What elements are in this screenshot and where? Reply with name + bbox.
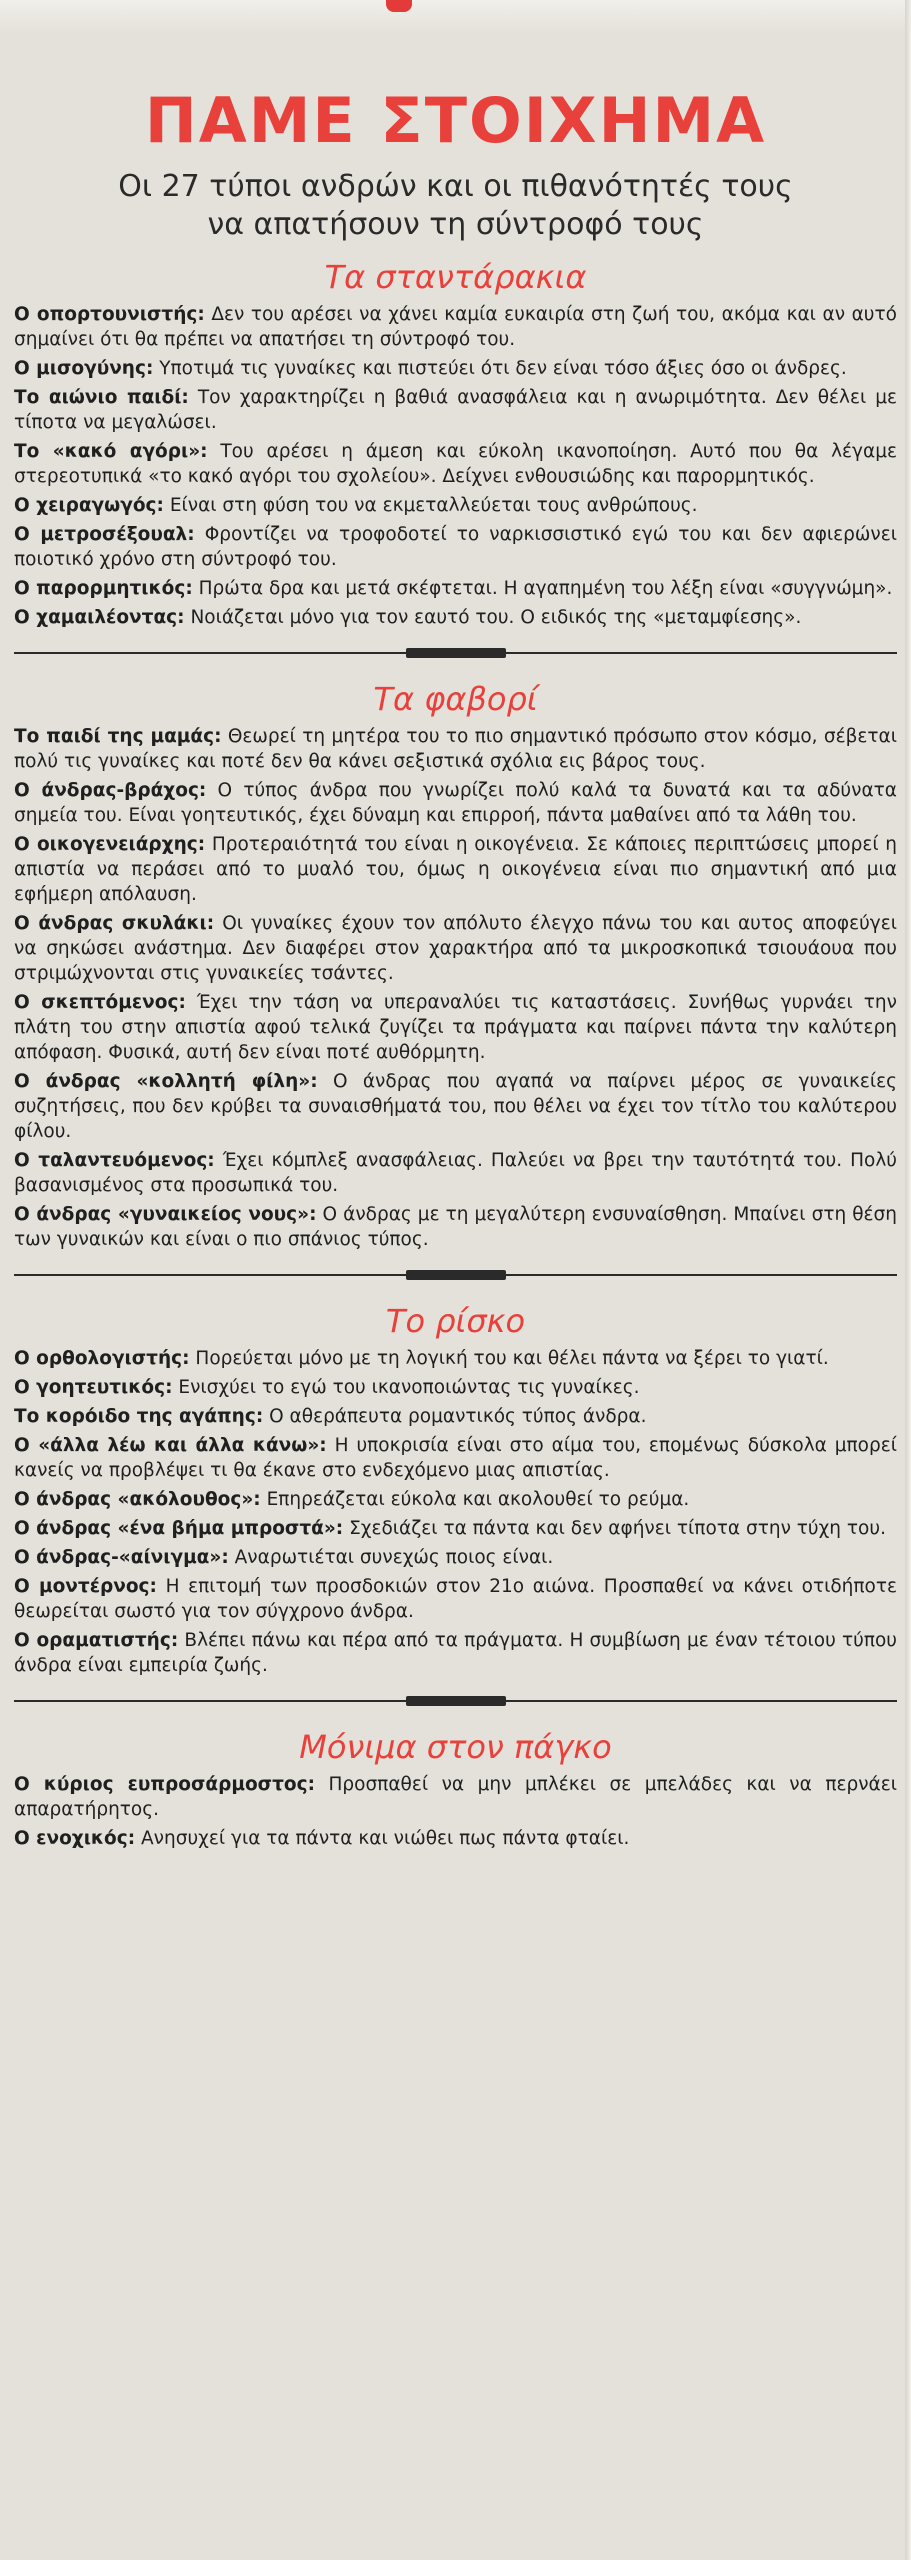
entry-description: Επηρεάζεται εύκολα και ακολουθεί το ρεύμα. <box>266 1489 690 1510</box>
entry <box>14 1404 897 1429</box>
divider-knob <box>406 648 506 658</box>
entry-description: Ενισχύει το εγώ του ικανοποιώντας τις γυναίκες. <box>178 1377 640 1398</box>
subtitle-line-1: Οι 27 τύποι ανδρών και οι πιθανότητές τους <box>118 169 793 204</box>
section-divider <box>14 1700 897 1702</box>
entry-term: Ο άνδρας «γυναικείος νους»: <box>14 1204 317 1225</box>
entry-term: Ο γοητευτικός: <box>14 1377 173 1398</box>
entry-term: Ο άνδρας-«αίνιγμα»: <box>14 1547 229 1568</box>
section-title: Τα φαβορί <box>373 680 538 718</box>
entry <box>14 302 897 352</box>
entry-description: Βλέπει πάνω και πέρα από τα πράγματα. Η συμβίωση με έναν τέτοιου τύπου άνδρα είναι εμπειρία ζωής. <box>14 1630 897 1676</box>
entry-description: Είναι στη φύση του να εκμεταλλεύεται τους ανθρώπους. <box>169 495 698 516</box>
entry-description: Έχει κόμπλεξ ανασφάλειας. Παλεύει να βρει την ταυτότητά του. Πολύ βασανισμένος στα προσωπικά του. <box>14 1150 897 1196</box>
entry-term: Ο οπορτουνιστής: <box>14 304 205 325</box>
entry <box>14 1826 897 1851</box>
entry-term: Ο άνδρας «κολλητή φίλη»: <box>14 1071 318 1092</box>
article-subtitle <box>14 168 897 244</box>
entry <box>14 1516 897 1541</box>
entry-term: Ο άνδρας-βράχος: <box>14 780 207 801</box>
entry-description: Πορεύεται μόνο με τη λογική του και θέλει πάντα να ξέρει το γιατί. <box>195 1348 829 1369</box>
entry-term: Ο οικογενειάρχης: <box>14 834 206 855</box>
entry <box>14 1628 897 1678</box>
page-fold <box>0 0 911 34</box>
entry-description: Υποτιμά τις γυναίκες και πιστεύει ότι δεν είναι τόσο άξιες όσο οι άνδρες. <box>159 358 847 379</box>
entry <box>14 1202 897 1252</box>
entry <box>14 990 897 1065</box>
article-body <box>14 256 897 1851</box>
entry-description: Νοιάζεται μόνο για τον εαυτό του. Ο ειδικός της «μεταμφίεσης». <box>190 607 802 628</box>
section <box>14 1726 897 1851</box>
article-title: ΠΑΜΕ ΣΤΟΙΧΗΜΑ <box>144 84 767 157</box>
entry-term: Ο κύριος ευπροσάρμοστος: <box>14 1774 315 1795</box>
subtitle-line-2: να απατήσουν τη σύντροφό τους <box>207 207 704 242</box>
entry <box>14 778 897 828</box>
section-divider <box>14 652 897 654</box>
section <box>14 1300 897 1678</box>
entry-term: Ο μοντέρνος: <box>14 1576 157 1597</box>
entry <box>14 1574 897 1624</box>
entry <box>14 1375 897 1400</box>
entry <box>14 605 897 630</box>
entry-term: Ο σκεπτόμενος: <box>14 992 186 1013</box>
section-title: Τα σταντάρακια <box>324 258 587 296</box>
entry-term: Ο μετροσέξουαλ: <box>14 524 195 545</box>
entry-term: Ο άνδρας «ακόλουθος»: <box>14 1489 261 1510</box>
entry-description: Η επιτομή των προσδοκιών στον 21ο αιώνα. Προσπαθεί να κάνει οτιδήποτε θεωρείται σωστό για τον σύγχρονο άνδρα. <box>14 1576 897 1622</box>
entry <box>14 385 897 435</box>
entry-term: Το αιώνιο παιδί: <box>14 387 189 408</box>
red-tab-marker <box>386 0 412 12</box>
section <box>14 256 897 630</box>
entry-description: Του αρέσει η άμεση και εύκολη ικανοποίηση. Αυτό που θα λέγαμε στερεοτυπικά «το κακό αγόρι του σχολείου». Δείχνει ενθουσιώδης και παρορμητικός. <box>14 441 897 487</box>
entry-term: Ο μισογύνης: <box>14 358 154 379</box>
entry-term: Το «κακό αγόρι»: <box>14 441 208 462</box>
entry <box>14 832 897 907</box>
entry <box>14 1433 897 1483</box>
entry <box>14 1069 897 1144</box>
entry <box>14 1545 897 1570</box>
entry-term: Το παιδί της μαμάς: <box>14 726 222 747</box>
entry-description: Πρώτα δρα και μετά σκέφτεται. Η αγαπημένη του λέξη είναι «συγγνώμη». <box>198 578 893 599</box>
entry-description: Έχει την τάση να υπεραναλύει τις καταστάσεις. Συνήθως γυρνάει την πλάτη του στην απιστία αφού τελικά ζυγίζει τα πράγματα και παίρνει πάντα την καλύτερη απόφαση. Φυσικά, αυτή δεν είναι ποτέ αυθόρμητη. <box>14 992 897 1063</box>
section-divider <box>14 1274 897 1276</box>
entry <box>14 1772 897 1822</box>
entry <box>14 493 897 518</box>
entry-term: Ο χαμαιλέοντας: <box>14 607 185 628</box>
entry-description: Οι γυναίκες έχουν τον απόλυτο έλεγχο πάνω του και αυτος αποφεύγει να σηκώσει ανάστημα. Δεν διαφέρει στον χαρακτήρα από τα μικροσκοπικά τσιουάουα που στριμώχνονται στις γυναικείες τσάντες. <box>14 913 897 984</box>
entry-term: Ο οραματιστής: <box>14 1630 179 1651</box>
section-title: Το ρίσκο <box>385 1302 526 1340</box>
entry <box>14 724 897 774</box>
entry-description: Τον χαρακτηρίζει η βαθιά ανασφάλεια και η ανωριμότητα. Δεν θέλει με τίποτα να μεγαλώσει. <box>14 387 897 433</box>
entry <box>14 1487 897 1512</box>
entry-term: Ο «άλλα λέω και άλλα κάνω»: <box>14 1435 327 1456</box>
divider-knob <box>406 1696 506 1706</box>
entry-description: Σχεδιάζει τα πάντα και δεν αφήνει τίποτα στην τύχη του. <box>349 1518 886 1539</box>
entry-description: Ο άνδρας που αγαπά να παίρνει μέρος σε γυναικείες συζητήσεις, που δεν κρύβει τα συναισθήματά του, που θέλει να έχει τον τίτλο του καλύτερου φίλου. <box>14 1071 897 1142</box>
entry <box>14 522 897 572</box>
entry <box>14 576 897 601</box>
section-title: Μόνιμα στον πάγκο <box>299 1728 612 1766</box>
entry-description: Ο τύπος άνδρα που γνωρίζει πολύ καλά τα δυνατά και τα αδύνατα σημεία του. Είναι γοητευτικός, έχει δύναμη και επιρροή, πάντα μαθαίνει από τα λάθη του. <box>14 780 897 826</box>
entry-term: Ο παρορμητικός: <box>14 578 193 599</box>
entry-term: Ο ταλαντευόμενος: <box>14 1150 215 1171</box>
entry-term: Ο άνδρας σκυλάκι: <box>14 913 215 934</box>
entry-description: Ο αθεράπευτα ρομαντικός τύπος άνδρα. <box>269 1406 647 1427</box>
entry-description: Προσπαθεί να μην μπλέκει σε μπελάδες και να περνάει απαρατήρητος. <box>14 1774 897 1820</box>
entry-term: Το κορόιδο της αγάπης: <box>14 1406 264 1427</box>
entry-description: Ο άνδρας με τη μεγαλύτερη ενσυναίσθηση. Μπαίνει στη θέση των γυναικών και είναι ο πιο σπάνιος τύπος. <box>14 1204 898 1250</box>
entry-term: Ο ορθολογιστής: <box>14 1348 190 1369</box>
entry-description: Η υποκρισία είναι στο αίμα του, επομένως δύσκολα μπορεί κανείς να προβλέψει τι θα έκανε στο ενδεχόμενο μιας απιστίας. <box>14 1435 898 1481</box>
page-edge <box>905 0 911 2560</box>
entry <box>14 1148 897 1198</box>
entry <box>14 911 897 986</box>
divider-knob <box>406 1270 506 1280</box>
section <box>14 678 897 1252</box>
entry-description: Φροντίζει να τροφοδοτεί το ναρκισσιστικό εγώ του και δεν αφιερώνει ποιοτικό χρόνο στη σύντροφό του. <box>14 524 898 570</box>
entry-term: Ο άνδρας «ένα βήμα μπροστά»: <box>14 1518 344 1539</box>
entry-description: Ανησυχεί για τα πάντα και νιώθει πως πάντα φταίει. <box>141 1828 630 1849</box>
entry <box>14 439 897 489</box>
entry-description: Δεν του αρέσει να χάνει καμία ευκαιρία στη ζωή του, ακόμα και αν αυτό σημαίνει ότι θα πρέπει να απατήσει τη σύντροφό του. <box>14 304 897 350</box>
entry-description: Αναρωτιέται συνεχώς ποιος είναι. <box>234 1547 554 1568</box>
entry-term: Ο ενοχικός: <box>14 1828 136 1849</box>
entry-term: Ο χειραγωγός: <box>14 495 164 516</box>
entry-description: Θεωρεί τη μητέρα του το πιο σημαντικό πρόσωπο στον κόσμο, σέβεται πολύ τις γυναίκες και ποτέ δεν θα κάνει σεξιστικά σχόλια εις βάρος τους. <box>14 726 897 772</box>
entry <box>14 1346 897 1371</box>
entry-description: Προτεραιότητά του είναι η οικογένεια. Σε κάποιες περιπτώσεις μπορεί η απιστία να περάσει από το μυαλό του, όμως η οικογένεια είναι πιο σημαντική από μια εφήμερη απόλαυση. <box>14 834 898 905</box>
entry <box>14 356 897 381</box>
